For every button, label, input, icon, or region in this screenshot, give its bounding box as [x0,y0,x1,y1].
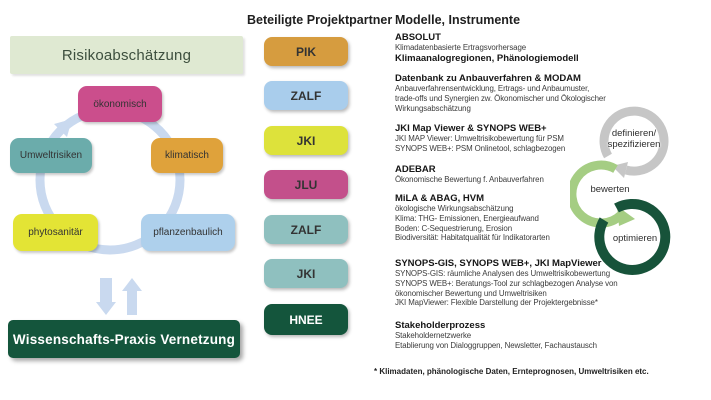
partner-box-jlu: JLU [264,170,348,199]
cycle-item-oekonomisch: ökonomisch [78,86,162,122]
model-group-line: Etablierung von Dialoggruppen, Newsletter, Fachaustausch [395,340,597,350]
model-group-title: Stakeholderprozess [395,320,486,331]
process-label-optimieren: optimieren [612,233,658,244]
models-header: Modelle, Instrumente [395,13,521,27]
model-group-line: Klimadatenbasierte Ertragsvorhersage [395,43,527,52]
process-label-line: spezifizieren [607,139,661,150]
model-group-line: SYNOPS WEB+: PSM Onlinetool, schlagbezogen [395,143,566,153]
model-group-jki-mapviewer [395,123,565,154]
model-group-line: Klima: THG- Emissionen, Energieaufwand [395,213,539,223]
model-group-line: trade-offs und Synergien zw. Ökonomischer und Ökologischer [395,93,606,103]
model-group-line: Biodiversität: Habitatqualität für Indikatorarten [395,233,550,243]
process-label-definieren [594,128,674,150]
partner-box-jki-2: JKI [264,259,348,288]
model-group-line: JKI MAP Viewer: Umweltrisikobewertung für PSM [395,134,564,143]
partner-box-hnee: HNEE [264,304,348,335]
model-group-line: SYNOPS WEB+: Beratungs-Tool zur schlagbezogen Analyse von [395,278,618,288]
process-label-bewerten: bewerten [590,184,630,195]
model-group-line: Wirkungsabschätzung [395,103,471,113]
model-group-line: ökologische Wirkungsabschätzung [395,204,514,213]
partner-box-zalf-1: ZALF [264,81,348,110]
model-group-title: ADEBAR [395,164,436,175]
process-label-line: definieren/ [611,128,657,139]
partner-box-zalf-2: ZALF [264,215,348,244]
model-group-line: SYNOPS-GIS: räumliche Analysen des Umweltrisikobewertung [395,269,610,278]
partners-header: Beteiligte Projektpartner [247,13,393,27]
science-practice-banner: Wissenschafts-Praxis Vernetzung [8,320,240,358]
footnote: * Klimadaten, phänologische Daten, Ernteprognosen, Umweltrisiken etc. [374,367,649,376]
model-group-title: SYNOPS-GIS, SYNOPS WEB+, JKI MapViewer [395,258,602,269]
cycle-item-umweltrisiken: Umweltrisiken [10,138,92,173]
model-group-line: Anbauverfahrensentwicklung, Ertrags- und Anbaumuster, [395,84,590,93]
cycle-item-klimatisch: klimatisch [151,138,223,173]
model-group-title: JKI Map Viewer & SYNOPS WEB+ [395,123,547,134]
model-group-title: ABSOLUT [395,32,441,43]
model-group-mila [395,193,550,243]
model-group-bold-line: Klimaanalogregionen, Phänologiemodell [395,52,579,64]
model-group-line: JKI MapViewer: Flexible Darstellung der Projektergebnisse* [395,298,598,308]
partner-box-jki-1: JKI [264,126,348,155]
model-group-line: Ökonomische Bewertung f. Anbauverfahren [395,175,544,184]
model-group-stakeholder [395,320,597,351]
model-group-line: Stakeholdernetzwerke [395,331,472,340]
model-group-absolut [395,32,579,64]
model-group-title: MiLA & ABAG, HVM [395,193,485,204]
model-group-adebar [395,164,544,185]
partner-box-pik: PIK [264,37,348,66]
down-arrow-icon [96,278,116,315]
model-group-title: Datenbank zu Anbauverfahren & MODAM [395,73,581,84]
model-group-line: ökonomischer Bewertung und Umweltrisiken [395,288,547,298]
model-group-line: Boden: C-Sequestrierung, Erosion [395,223,512,233]
cycle-item-pflanzenbaulich: pflanzenbaulich [141,214,235,251]
cycle-item-phytosanitaer: phytosanitär [13,214,98,251]
up-arrow-icon [122,278,142,315]
risk-assessment-header: Risikoabschätzung [10,36,243,74]
